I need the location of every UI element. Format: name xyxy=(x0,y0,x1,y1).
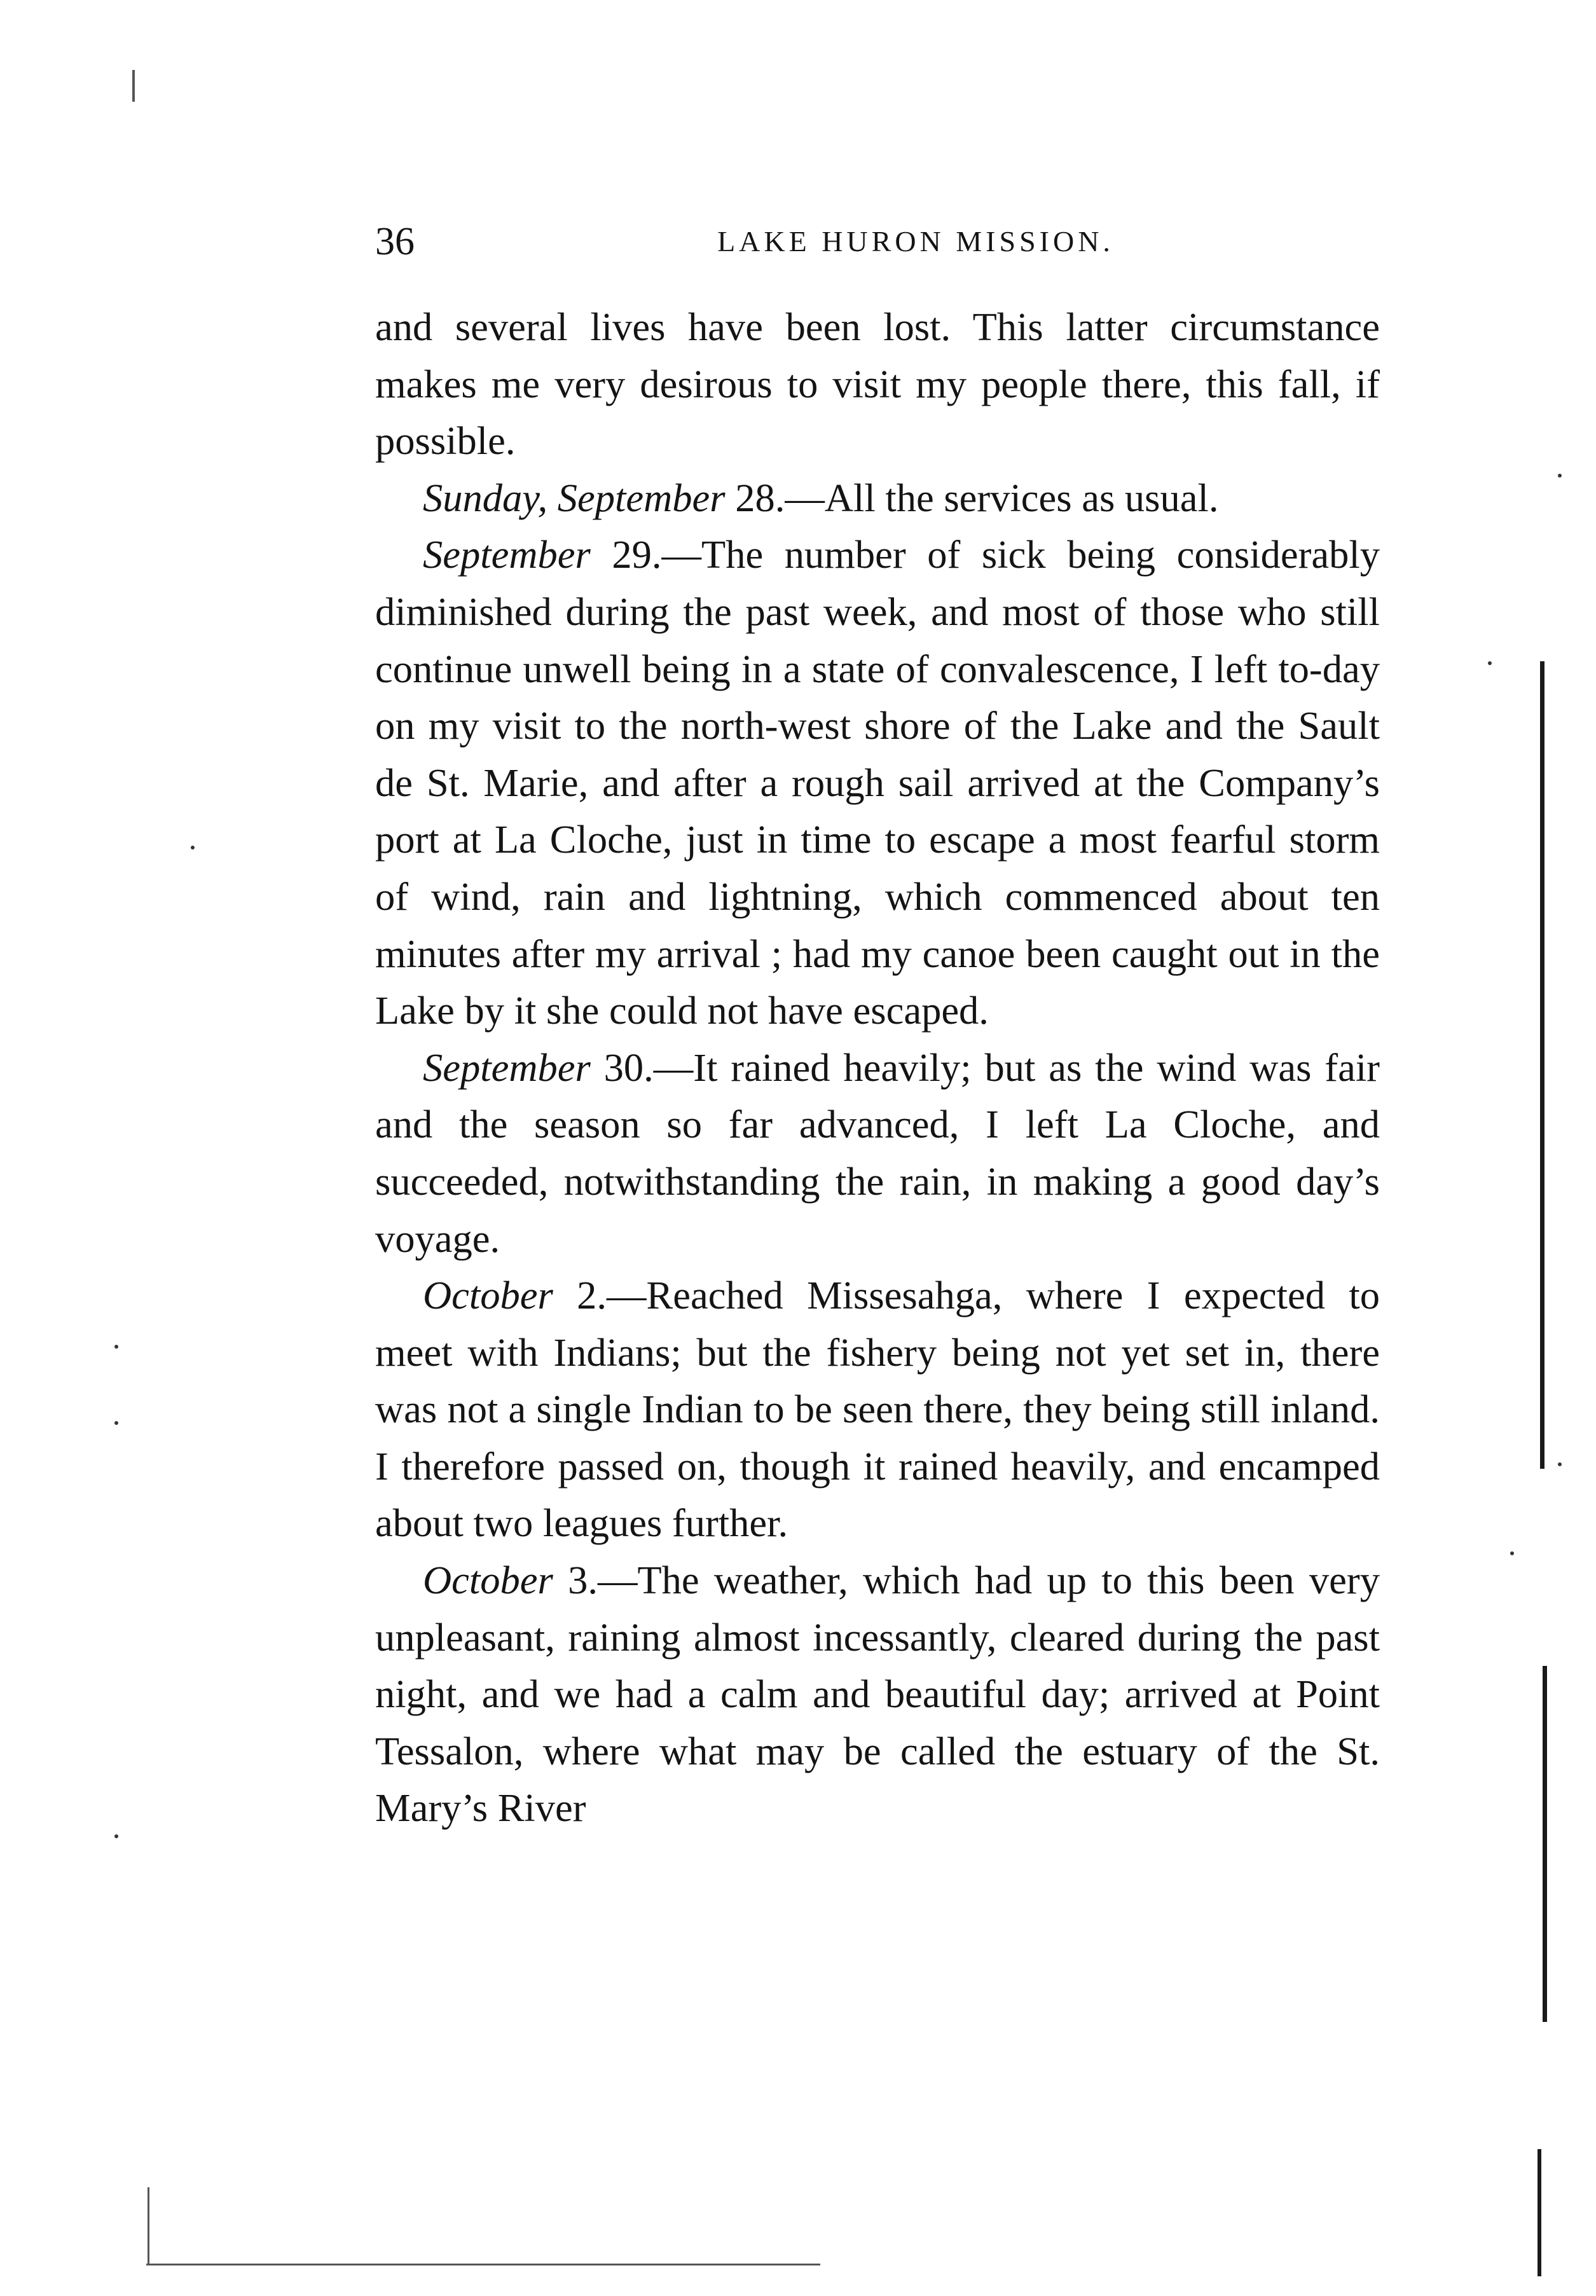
paragraph-text: 30.—It rained heavily; but as the wind was fair and the season so far advanced, I left La Cloche, and succeeded, notwithstanding the rain, in making a good day’s voyage. xyxy=(375,1045,1380,1261)
page-number: 36 xyxy=(375,220,415,263)
binding-edge-mark xyxy=(1540,661,1544,1469)
entry-date: Sunday, September xyxy=(423,475,726,520)
paragraph xyxy=(375,526,1380,1039)
speck xyxy=(1488,661,1492,665)
speck xyxy=(1510,1551,1514,1555)
binding-edge-mark-bottom xyxy=(1538,2149,1541,2276)
running-head: LAKE HURON MISSION. xyxy=(717,225,1114,258)
binding-edge-mark-lower xyxy=(1543,1666,1547,2022)
body-text xyxy=(375,299,1380,1837)
speck xyxy=(114,1345,118,1349)
paragraph xyxy=(375,1267,1380,1552)
speck xyxy=(191,846,195,849)
paragraph-text: and several lives have been lost. This latter circumstance makes me very desirous to visit my people there, this fall, if possible. xyxy=(375,305,1380,464)
bottom-rule xyxy=(146,2264,820,2265)
left-corner-mark xyxy=(148,2187,149,2264)
speck xyxy=(1558,1462,1562,1466)
entry-date: September xyxy=(423,532,591,577)
entry-date: October xyxy=(423,1273,553,1318)
entry-date: October xyxy=(423,1558,553,1603)
paragraph xyxy=(375,470,1380,527)
paragraph xyxy=(375,299,1380,470)
entry-date: September xyxy=(423,1045,591,1090)
speck xyxy=(1558,474,1562,478)
paragraph xyxy=(375,1552,1380,1837)
paragraph xyxy=(375,1040,1380,1267)
top-left-corner-mark xyxy=(132,70,135,102)
page-header xyxy=(375,216,1380,267)
paragraph-text: 28.—All the services as usual. xyxy=(725,475,1219,520)
paragraph-text: 3.—The weather, which had up to this been very unpleasant, raining almost incessantly, cleared during the past night, and we had a calm and beautiful day; arrived at Point Tessalon, where what may be called the estuary of the St. Mary’s River xyxy=(375,1558,1380,1831)
speck xyxy=(114,1834,118,1838)
paragraph-text: 2.—Reached Missesahga, where I expected to meet with Indians; but the fishery being not yet set in, there was not a single Indian to be seen there, they being still inland. I therefore passed on, though it rained heavily, and encamped about two leagues further. xyxy=(375,1273,1380,1546)
speck xyxy=(114,1421,118,1425)
paragraph-text: 29.—The number of sick being considerably diminished during the past week, and most of those who still continue unwell being in a state of convalescence, I left to-day on my visit to the north-west shore of the Lake and the Sault de St. Marie, and after a rough sail arrived at the Company’s port at La Cloche, just in time to escape a most fearful storm of wind, rain and lightning, which commenced about ten minutes after my arrival ; had my canoe been caught out in the Lake by it she could not have escaped. xyxy=(375,532,1380,1033)
